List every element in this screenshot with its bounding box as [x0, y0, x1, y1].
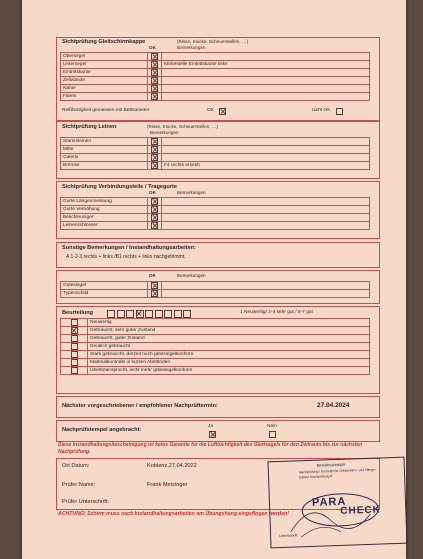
canopy-row-ok-checkbox[interactable]: [151, 85, 158, 92]
lines-row-remark: F4 rechts ersetzt: [162, 162, 370, 170]
next-check-label: Nächster vorgeschriebener / empfohlener Nachprüftermin:: [62, 403, 218, 409]
assessment-cb-cell: [61, 367, 88, 375]
lines-row-ok-checkbox[interactable]: [151, 162, 158, 169]
lines-row-ok-cell: [148, 162, 162, 170]
risers-row-label: Leinenschlösser: [61, 222, 148, 230]
table-row: [61, 343, 370, 351]
risers-row-ok-checkbox[interactable]: [151, 222, 158, 229]
remarks-header: Bemerkungen: [177, 45, 206, 50]
canopy-row-remark: [162, 85, 370, 93]
assessment-cb-cell: [61, 335, 88, 343]
assessment-cb-cell: [61, 359, 88, 367]
tear-not-ok-checkbox[interactable]: [336, 108, 343, 115]
table-row: [61, 214, 370, 222]
seal-row-ok-cell: [148, 290, 162, 298]
assessment-scale: [107, 310, 191, 318]
lines-row-label: Mitte: [61, 146, 148, 154]
canopy-row-ok-cell: [148, 93, 162, 101]
stamp-line-1: Nachprüfung / Einheitliche Gleitschirm- und Hänge-: [298, 467, 377, 475]
inspector-name-label: Prüfer Name:: [62, 482, 96, 488]
table-row: [61, 53, 370, 61]
stamp-no-checkbox[interactable]: [269, 431, 276, 438]
inspector-signature-label: Prüfer Unterschrift:: [62, 499, 109, 505]
lines-table: [60, 137, 370, 170]
tear-strength-label: Reißfestigkeit gemessen mit Bettsometer: [62, 108, 150, 113]
assessment-label: Neuwertig: [88, 319, 370, 327]
scale-checkbox[interactable]: [136, 310, 144, 318]
assessment-checkbox[interactable]: [71, 335, 78, 342]
scale-checkbox[interactable]: [164, 310, 172, 318]
canopy-row-ok-checkbox[interactable]: [151, 77, 158, 84]
document-sheet: [22, 0, 406, 559]
place-date-value: Koblenz,27.04.2022: [147, 463, 197, 469]
assessment-label: Gebraucht, sehr guter Zustand: [88, 327, 370, 335]
assessment-checkbox[interactable]: [71, 367, 78, 374]
risers-row-ok-cell: [148, 214, 162, 222]
seal-row-remark: [162, 282, 370, 290]
lines-row-label: Galerie: [61, 154, 148, 162]
lines-row-remark: [162, 146, 370, 154]
stamp-yes-checkbox[interactable]: [209, 431, 216, 438]
canopy-row-remark: [162, 77, 370, 85]
table-row: [61, 327, 370, 335]
scale-checkbox[interactable]: [183, 310, 191, 318]
canopy-row-ok-checkbox[interactable]: [151, 69, 158, 76]
lines-row-ok-cell: [148, 154, 162, 162]
canopy-row-ok-cell: [148, 77, 162, 85]
table-row: [61, 85, 370, 93]
scale-checkbox[interactable]: [107, 310, 115, 318]
assessment-cb-cell: [61, 319, 88, 327]
assessment-cb-cell: [61, 327, 88, 335]
table-row: [61, 146, 370, 154]
risers-row-remark: [162, 214, 370, 222]
seal-table: [60, 281, 370, 298]
table-row: [61, 359, 370, 367]
remarks-title: Sonstige Bemerkungen / Instandhaltungsarbeiten:: [62, 245, 196, 251]
assessment-title: Beurteilung: [62, 310, 94, 316]
section-canopy-note: (Risse, Knicke, Scheuerstellen, …): [177, 39, 248, 44]
seal-row-ok-checkbox[interactable]: [151, 290, 158, 297]
seal-row-label: Gütesiegel: [61, 282, 148, 290]
scale-checkbox[interactable]: [155, 310, 163, 318]
assessment-checkbox[interactable]: [71, 327, 78, 334]
risers-row-label: Gurte Längenmessung: [61, 198, 148, 206]
canopy-row-label: Nähte: [61, 85, 148, 93]
tear-ok-label: OK: [207, 108, 214, 113]
table-row: [61, 198, 370, 206]
seal-remarks-header: Bemerkungen: [177, 273, 206, 278]
stamp-foot-text: Unterschrift: [279, 533, 298, 539]
table-row: [61, 319, 370, 327]
risers-row-ok-checkbox[interactable]: [151, 198, 158, 205]
assessment-checkbox[interactable]: [71, 351, 78, 358]
risers-row-remark: [162, 206, 370, 214]
canopy-row-ok-checkbox[interactable]: [151, 61, 158, 68]
seal-row-ok-cell: [148, 282, 162, 290]
risers-remarks-header: Bemerkungen: [177, 190, 206, 195]
risers-row-ok-cell: [148, 222, 162, 230]
canopy-row-remark: [162, 69, 370, 77]
table-row: [61, 154, 370, 162]
lines-row-label: Bremse: [61, 162, 148, 170]
risers-row-label: Beschleuniger: [61, 214, 148, 222]
section-canopy-title: Sichtprüfung Gleitschirmkappe: [62, 39, 146, 45]
stamp-line-2: Gleiter Nachprüfung lt.: [299, 474, 334, 480]
next-check-date: 27.04.2024: [317, 402, 350, 409]
tear-ok-checkbox[interactable]: [219, 108, 226, 115]
assessment-checkbox[interactable]: [71, 343, 78, 350]
seal-row-ok-checkbox[interactable]: [151, 282, 158, 289]
table-row: [61, 77, 370, 85]
canopy-row-label: Untersegel: [61, 61, 148, 69]
table-row: [61, 335, 370, 343]
table-row: [61, 138, 370, 146]
canopy-row-label: Eintrittskante: [61, 69, 148, 77]
scale-checkbox[interactable]: [117, 310, 125, 318]
assessment-label: Materialkontrolle in kurzen Abständen: [88, 359, 370, 367]
canopy-row-remark: Klebestelle Eintrittskante links: [162, 61, 370, 69]
assessment-cb-cell: [61, 343, 88, 351]
place-date-label: Ort Datum:: [62, 463, 90, 469]
assessment-table: [60, 318, 370, 375]
canopy-row-label: Obersegel: [61, 53, 148, 61]
risers-table: [60, 197, 370, 230]
stamp-top-text: Betriebsstempel: [316, 461, 346, 468]
assessment-label: Deutlich gebraucht: [88, 343, 370, 351]
scale-checkbox[interactable]: [145, 310, 153, 318]
lines-row-ok-checkbox[interactable]: [151, 146, 158, 153]
section-risers-title: Sichtprüfung Verbindungsteile / Tragegurte: [62, 184, 177, 190]
lines-row-remark: [162, 138, 370, 146]
risers-row-ok-cell: [148, 206, 162, 214]
seal-row-label: Typenschild: [61, 290, 148, 298]
table-row: [61, 61, 370, 69]
lines-row-ok-cell: [148, 146, 162, 154]
table-row: [61, 282, 370, 290]
table-row: [61, 162, 370, 170]
table-row: [61, 93, 370, 101]
stamp-no-label: Nein: [267, 424, 277, 429]
stamp-logo-check: CHECK: [340, 504, 382, 517]
assessment-cb-cell: [61, 351, 88, 359]
assessment-label: Stark gebraucht, derzeit noch gütesiegelkonform: [88, 351, 370, 359]
canopy-row-ok-checkbox[interactable]: [151, 53, 158, 60]
stamp-applied-label: Nachprüfstempel angebracht:: [62, 427, 142, 433]
table-row: [61, 367, 370, 375]
disclaimer-text: Diese Instandhaltungsbescheinigung ist keine Garantie für die Lufttüchtigkeit des Gleitsegels für den Zeitraum bis zur nächsten Nachprüfung.: [58, 442, 363, 455]
risers-row-ok-checkbox[interactable]: [151, 206, 158, 213]
canopy-row-label: Flares: [61, 93, 148, 101]
section-lines-title: Sichtprüfung Leinen: [62, 124, 117, 130]
canopy-row-ok-checkbox[interactable]: [151, 93, 158, 100]
assessment-label: Gebraucht, guter Zustand: [88, 335, 370, 343]
lines-row-remark: [162, 154, 370, 162]
stamp-logo-para: PARA: [311, 495, 347, 509]
assessment-label: Überbeansprucht, nicht mehr gütesiegelkonform: [88, 367, 370, 375]
canopy-row-remark: [162, 93, 370, 101]
table-row: [61, 206, 370, 214]
risers-row-label: Gurte Vernähung: [61, 206, 148, 214]
table-row: [61, 69, 370, 77]
table-row: [61, 290, 370, 298]
section-lines-note: (Risse, Knicke, Scheuerstellen, …): [147, 124, 218, 129]
canopy-row-ok-cell: [148, 69, 162, 77]
remarks-text: A 1-2-3 rechts + links /B1 rechts + links nachgetrimmt.: [66, 254, 186, 260]
seal-ok-header: OK: [149, 273, 156, 278]
lines-row-ok-checkbox[interactable]: [151, 154, 158, 161]
risers-ok-header: OK: [149, 190, 156, 195]
lines-row-ok-checkbox[interactable]: [151, 138, 158, 145]
canopy-row-label: Zellwände: [61, 77, 148, 85]
risers-row-ok-cell: [148, 198, 162, 206]
assessment-checkbox[interactable]: [71, 359, 78, 366]
table-row: [61, 351, 370, 359]
ok-header: OK: [149, 45, 156, 50]
tear-not-ok-label: nicht OK: [312, 108, 331, 113]
lines-remarks-header: Bemerkungen: [150, 130, 179, 135]
assessment-checkbox[interactable]: [71, 319, 78, 326]
inspector-name-value: Frank Metzinger: [147, 482, 188, 488]
canopy-row-remark: [162, 53, 370, 61]
table-row: [61, 222, 370, 230]
stamp-yes-label: Ja: [208, 424, 214, 429]
scale-checkbox[interactable]: [174, 310, 182, 318]
risers-row-remark: [162, 222, 370, 230]
seal-row-remark: [162, 290, 370, 298]
assessment-scale-text: 1 Neuwertig/ 2-4 sehr gut / 5-7 gut: [240, 310, 313, 315]
canopy-row-ok-cell: [148, 85, 162, 93]
lines-row-ok-cell: [148, 138, 162, 146]
warning-text: ACHTUNG! Schirm muss nach Instandhaltungsarbeiten am Übungshang eingeflogen werden!: [58, 511, 289, 517]
canopy-row-ok-cell: [148, 61, 162, 69]
lines-row-label: Stammleinen: [61, 138, 148, 146]
risers-row-remark: [162, 198, 370, 206]
risers-row-ok-checkbox[interactable]: [151, 214, 158, 221]
canopy-table: [60, 52, 370, 101]
canopy-row-ok-cell: [148, 53, 162, 61]
scale-checkbox[interactable]: [126, 310, 134, 318]
inspection-stamp: [268, 457, 408, 549]
